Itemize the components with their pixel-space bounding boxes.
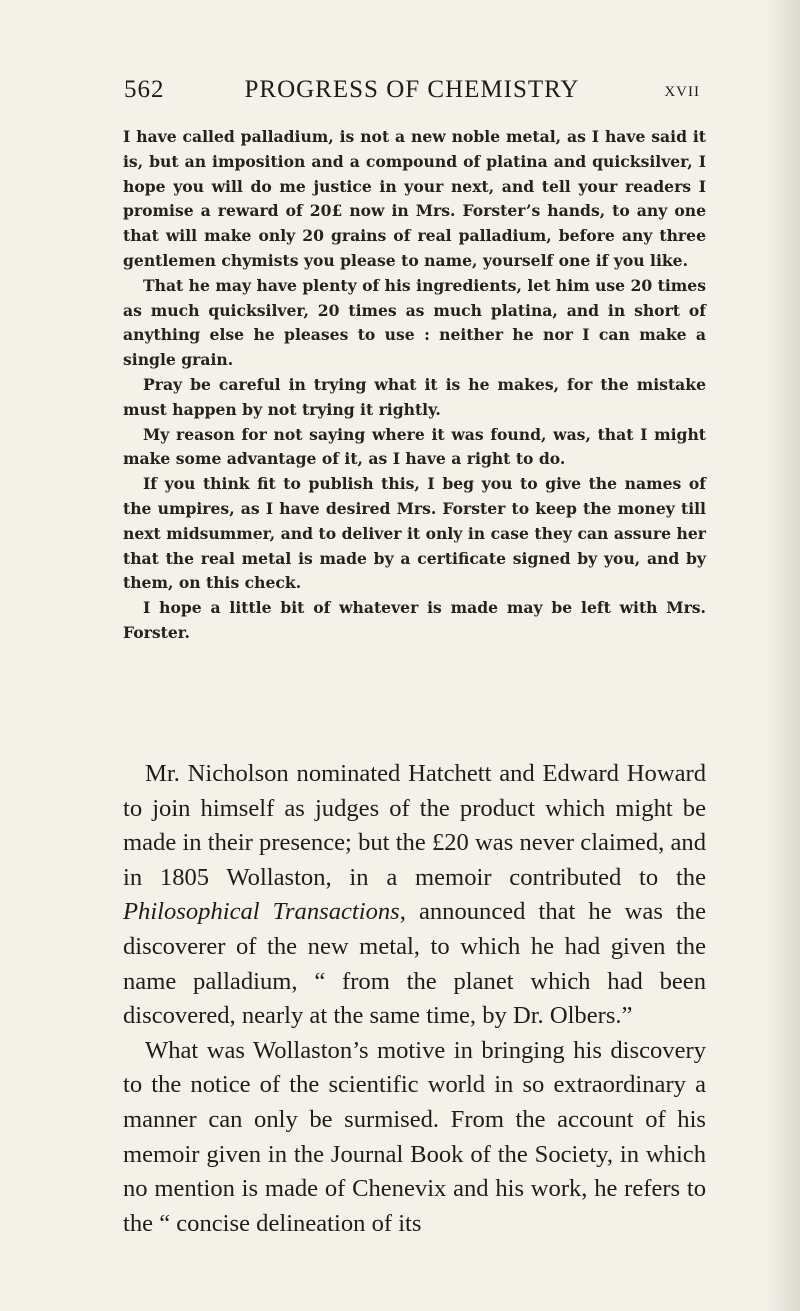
running-title: PROGRESS OF CHEMISTRY (244, 76, 580, 103)
letter-paragraph: I hope a little bit of whatever is made may be left with Mrs. Forster. (123, 598, 706, 642)
running-head (124, 76, 700, 112)
letter-paragraph: Pray be careful in trying what it is he makes, for the mistake must happen by not trying it rightly. (123, 374, 706, 419)
journal-title: Philosophical Transactions (123, 898, 400, 926)
page-edge-shadow (766, 0, 800, 1311)
chapter-number: XVII (664, 84, 700, 100)
body-paragraph: What was Wollaston’s motive in bringing his discovery to the notice of the scientific world in so extraordinary a manner can only be surmised. From the account of his memoir given in the Journal Book of the Society, in which no mention is made of Chenevix and his work, he refers to the “ concise delineation of its (123, 1036, 706, 1237)
body-text-segment: , announced that he was the discoverer of the new metal, to which he had given the name palladium, “ from the planet which had been discovered, nearly at the same time, by Dr. Olbers.” (123, 898, 706, 1030)
quoted-letter (123, 125, 706, 646)
letter-paragraph: I have called palladium, is not a new noble metal, as I have said it is, but an imposition and a compound of platina and quicksilver, I hope you will do me justice in your next, and tell your readers I promise a reward of 20£ now in Mrs. Forster’s hands, to any one that will make only 20 grains of real palladium, before any three gentlemen chymists you please to name, yourself one if you like. (123, 127, 706, 270)
page-number: 562 (124, 76, 165, 103)
body-paragraph (123, 757, 706, 1034)
letter-paragraph: That he may have plenty of his ingredients, let him use 20 times as much quicksilver, 20 times as much platina, and in short of anything else he pleases to use : neither he nor I can make a single grain. (123, 275, 706, 370)
letter-paragraph: If you think fit to publish this, I beg you to give the names of the umpires, as I have desired Mrs. Forster to keep the money till next midsummer, and to deliver it only in case they can assure her that the real metal is made by a certificate signed by you, and by them, on this check. (123, 474, 706, 593)
body-text (123, 757, 706, 1241)
letter-paragraph: My reason for not saying where it was found, was, that I might make some advantage of it, as I have a right to do. (123, 424, 706, 469)
body-text-segment: Mr. Nicholson nominated Hatchett and Edward Howard to join himself as judges of the product which might be made in their presence; but the £20 was never claimed, and in 1805 Wollaston, in a memoir contributed to the (123, 760, 706, 891)
